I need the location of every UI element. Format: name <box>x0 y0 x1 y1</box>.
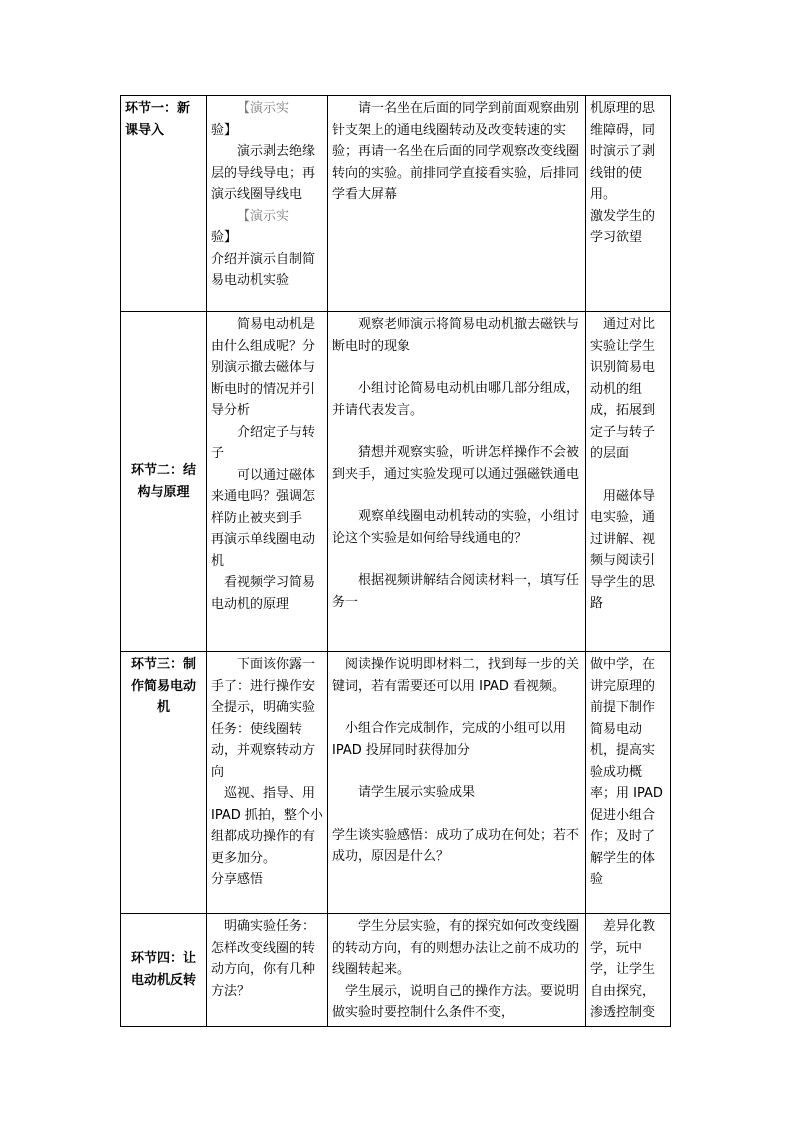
stage-label: 环节四：让电动机反转 <box>130 951 196 988</box>
tag-bracket: 【 <box>237 208 251 224</box>
teacher-text: 分享感悟 <box>211 872 264 887</box>
stage-label: 环节三：制作简易电动机 <box>130 657 196 715</box>
student-text: 小组合作完成制作，完成的小组可以用 IPAD 投屏同时获得加分 <box>332 721 567 758</box>
design-text: 通过对比实验让学生识别简易电动机的组成，拓展到定子与转子的层面 <box>590 317 656 461</box>
teacher-text: 简易电动机是由什么组成呢？分别演示撤去磁体与断电时的情况并引导分析 <box>211 317 316 418</box>
design-text: 用磁体导电实验，通过讲解、视频与阅读引导学生的思路 <box>590 488 656 611</box>
student-text: 学生谈实验感悟：成功了成功在何处；若不成功，原因是什么？ <box>332 827 580 864</box>
demo-tag-tail: 验】 <box>211 230 238 245</box>
demo-tag: 演示实 <box>250 101 290 116</box>
stage-cell <box>121 312 207 652</box>
demo-tag-tail: 验】 <box>211 122 238 138</box>
stage-cell <box>121 914 207 1027</box>
design-text: 做中学，在讲完原理的前提下制作简易电动机，提高实验成功概率；用 IPAD 促进小组合作；及时了解学生的体验 <box>590 657 663 887</box>
stage-label: 环节一：新课导入 <box>125 101 191 138</box>
design-text: 激发学生的学习欲望 <box>590 208 656 245</box>
teacher-text: 演示剥去绝缘层的导线导电；再演示线圈导线电 <box>211 144 316 202</box>
table-row <box>121 312 671 652</box>
table-row <box>121 652 671 914</box>
student-text: 猜想并观察实验，听讲怎样操作不会被到夹手，通过实验发现可以通过强磁铁通电 <box>332 445 580 482</box>
student-text: 小组讨论简易电动机由哪几部分组成，并请代表发言。 <box>332 381 580 418</box>
teacher-text: 看视频学习简易电动机的原理 <box>211 575 316 612</box>
design-text: 机原理的思维障碍，同时演示了剥线钳的使用。 <box>590 101 656 202</box>
student-text: 请一名坐在后面的同学到前面观察曲别针支架上的通电线圈转动及改变转速的实验；再请一名坐在后面的同学观察改变线圈转向的实验。前排同学直接看实验，后排同学看大屏幕 <box>332 101 580 202</box>
design-intent-cell <box>586 652 671 914</box>
design-intent-cell <box>586 96 671 312</box>
student-activity-cell <box>328 96 586 312</box>
teacher-activity-cell <box>207 652 328 914</box>
stage-cell <box>121 652 207 914</box>
teacher-text: 介绍定子与转子 <box>211 424 316 461</box>
student-text: 学生展示，说明自己的操作方法。要说明做实验时要控制什么条件不变， <box>332 983 580 1020</box>
teacher-text: 再演示单线圈电动机 <box>211 532 316 569</box>
student-text: 观察老师演示将简易电动机撤去磁铁与断电时的现象 <box>332 317 580 354</box>
lesson-plan-table <box>120 95 671 1027</box>
student-text: 学生分层实验，有的探究如何改变线圈的转动方向，有的则想办法让之前不成功的线圈转起来。 <box>332 919 580 977</box>
design-intent-cell <box>586 312 671 652</box>
student-activity-cell <box>328 312 586 652</box>
student-text: 请学生展示实验成果 <box>358 785 476 800</box>
teacher-text: 可以通过磁体来通电吗？强调怎样防止被夹到手 <box>211 467 316 526</box>
teacher-text: 下面该你露一手了：进行操作安全提示，明确实验任务：使线圈转动，并观察转动方向 <box>211 657 316 780</box>
teacher-text: 巡视、指导、用 IPAD 抓拍，整个小组都成功操作的有更多加分。 <box>211 786 323 866</box>
student-text: 根据视频讲解结合阅读材料一，填写任务一 <box>332 573 580 610</box>
stage-label: 环节二：结构与原理 <box>130 463 196 500</box>
design-text: 差异化教学，玩中学，让学生自由探究，渗透控制变 <box>590 919 656 1020</box>
demo-tag: 演示实 <box>250 208 290 224</box>
teacher-activity-cell <box>207 914 328 1027</box>
teacher-activity-cell <box>207 96 328 312</box>
teacher-text: 明确实验任务：怎样改变线圈的转动方向，你有几种方法？ <box>211 919 316 999</box>
teacher-activity-cell <box>207 312 328 652</box>
student-text: 观察单线圈电动机转动的实验，小组讨论这个实验是如何给导线通电的？ <box>332 509 580 546</box>
student-text: 阅读操作说明即材料二，找到每一步的关键词，若有需要还可以用 IPAD 看视频。 <box>332 657 580 694</box>
table-row <box>121 96 671 312</box>
teacher-text: 介绍并演示自制简易电动机实验 <box>211 251 316 288</box>
stage-cell <box>121 96 207 312</box>
tag-bracket: 【 <box>237 101 251 116</box>
table-row <box>121 914 671 1027</box>
student-activity-cell <box>328 914 586 1027</box>
student-activity-cell <box>328 652 586 914</box>
design-intent-cell <box>586 914 671 1027</box>
